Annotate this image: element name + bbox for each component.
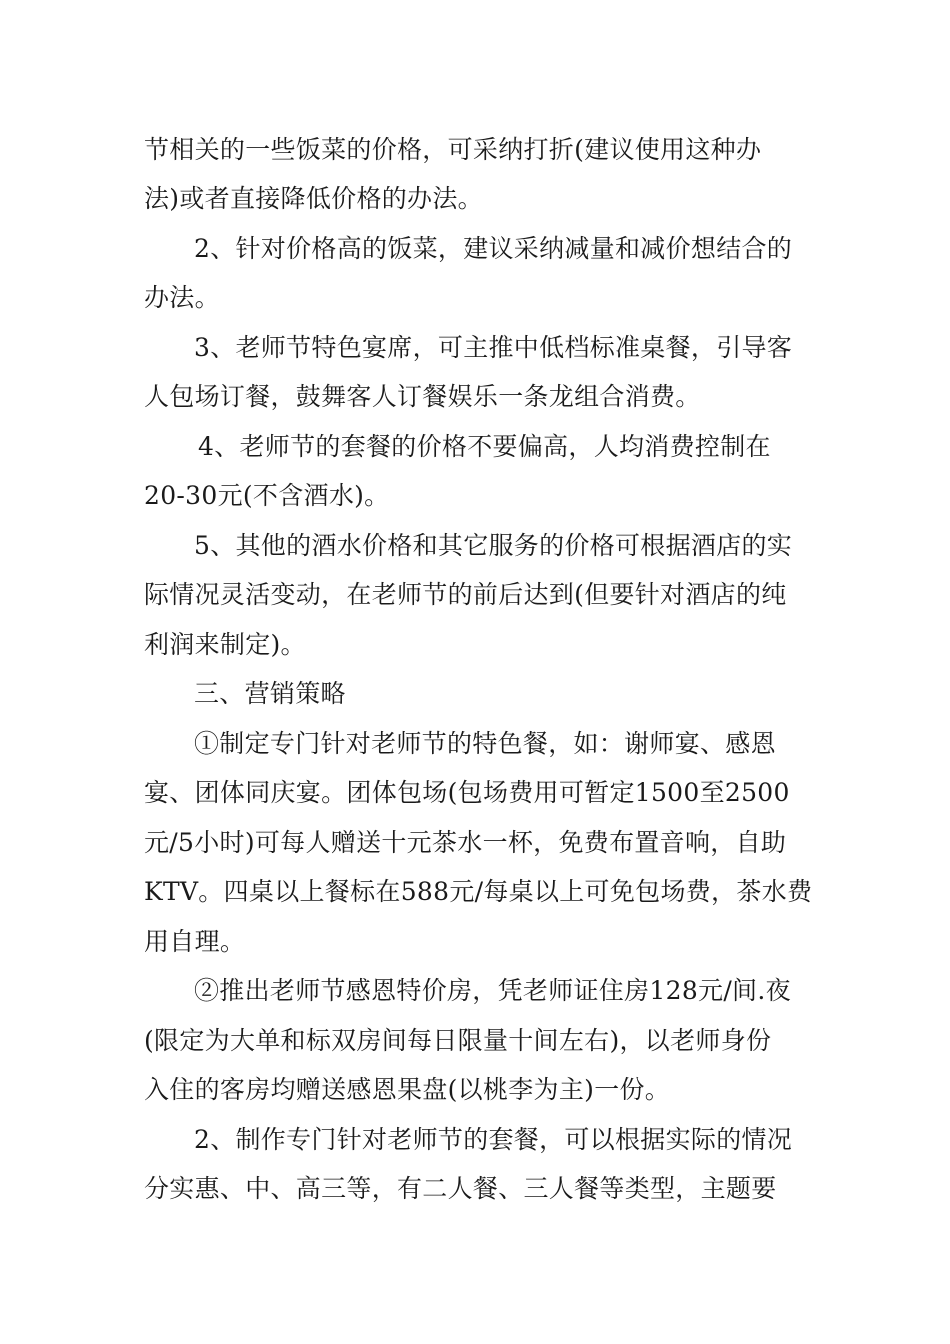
paragraph-item-circled-1: ①制定专门针对老师节的特色餐，如：谢师宴、感恩 bbox=[194, 729, 776, 758]
paragraph-item-3: 3、老师节特色宴席，可主推中低档标准桌餐，引导客 bbox=[194, 333, 793, 362]
paragraph-item-2: 2、针对价格高的饭菜，建议采纳减量和减价想结合的 bbox=[194, 234, 793, 263]
text-line: 20-30元(不含酒水)。 bbox=[144, 481, 390, 510]
text-line: 法)或者直接降低价格的办法。 bbox=[144, 184, 483, 213]
paragraph-item-5: 5、其他的酒水价格和其它服务的价格可根据酒店的实 bbox=[194, 531, 793, 560]
text-line: 分实惠、中、高三等，有二人餐、三人餐等类型，主题要 bbox=[144, 1174, 777, 1203]
paragraph-item-circled-2: ②推出老师节感恩特价房，凭老师证住房128元/间.夜 bbox=[194, 976, 791, 1005]
section-heading: 三、营销策略 bbox=[194, 679, 346, 708]
text-line: KTV。四桌以上餐标在588元/每桌以上可免包场费，茶水费 bbox=[144, 877, 813, 906]
text-line: 人包场订餐，鼓舞客人订餐娱乐一条龙组合消费。 bbox=[144, 382, 701, 411]
paragraph-item-2b: 2、制作专门针对老师节的套餐，可以根据实际的情况 bbox=[194, 1125, 793, 1154]
text-line: 宴、团体同庆宴。团体包场(包场费用可暂定1500至2500 bbox=[144, 778, 790, 807]
text-line: (限定为大单和标双房间每日限量十间左右)，以老师身份 bbox=[144, 1026, 772, 1055]
text-line: 入住的客房均赠送感恩果盘(以桃李为主)一份。 bbox=[144, 1075, 671, 1104]
text-line: 节相关的一些饭菜的价格，可采纳打折(建议使用这种办 bbox=[144, 135, 762, 164]
text-line: 元/5小时)可每人赠送十元茶水一杯，免费布置音响，自助 bbox=[144, 828, 787, 857]
text-line: 利润来制定)。 bbox=[144, 630, 306, 659]
paragraph-item-4: 4、老师节的套餐的价格不要偏高，人均消费控制在 bbox=[198, 432, 771, 461]
text-line: 际情况灵活变动，在老师节的前后达到(但要针对酒店的纯 bbox=[144, 580, 787, 609]
text-line: 办法。 bbox=[144, 283, 220, 312]
text-line: 用自理。 bbox=[144, 927, 246, 956]
